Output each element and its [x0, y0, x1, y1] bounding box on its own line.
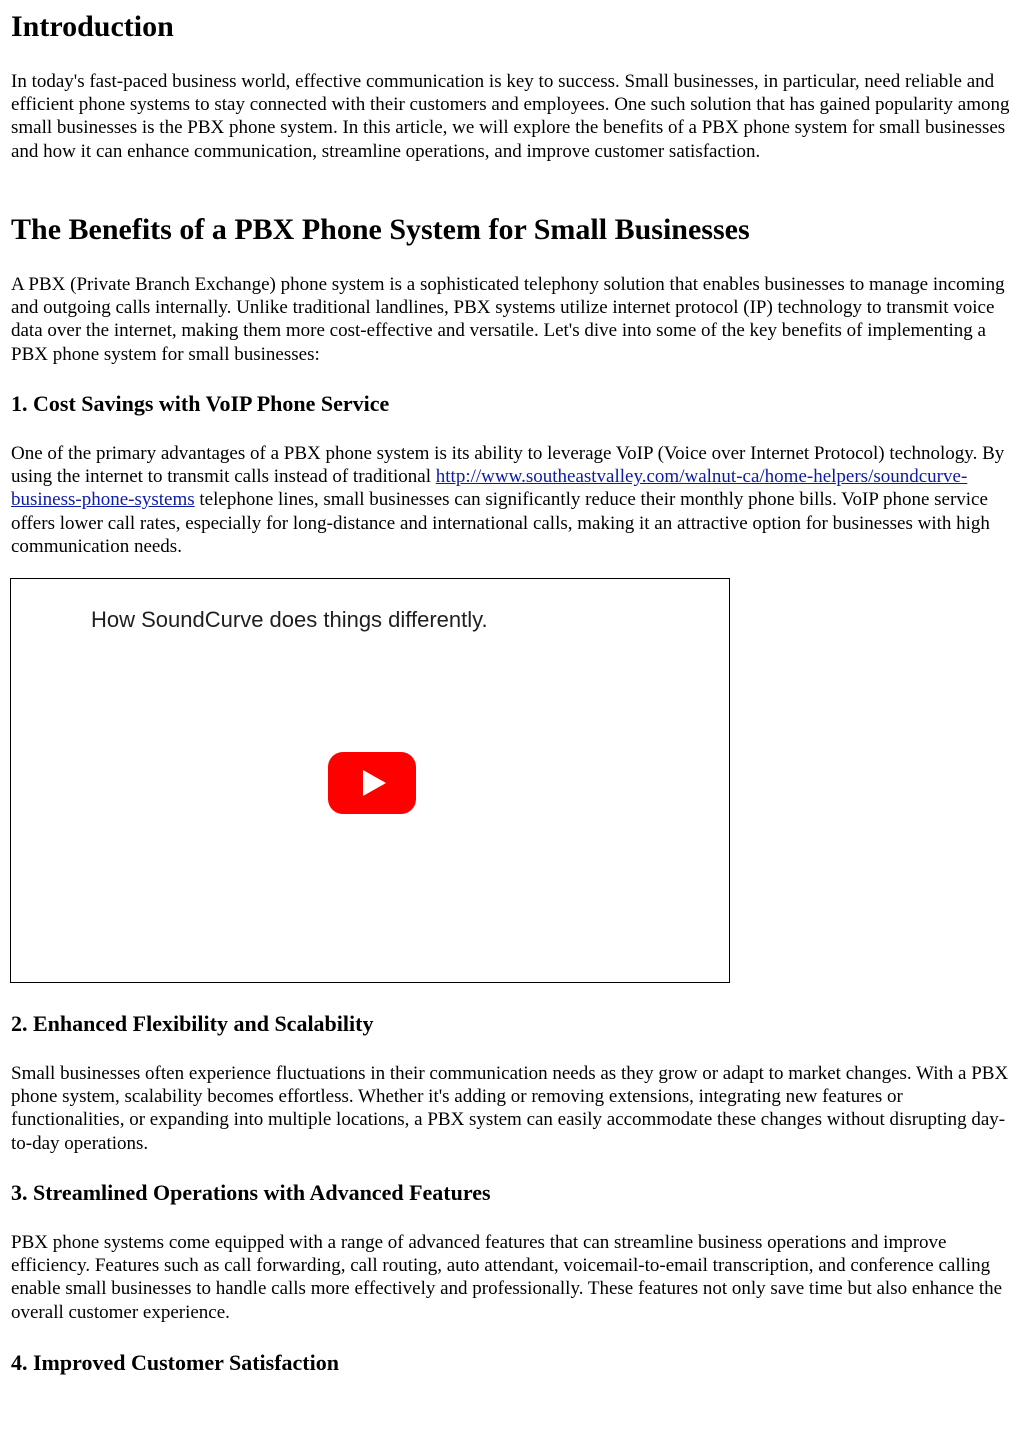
intro-heading: Introduction [11, 10, 174, 43]
section2-heading: 2. Enhanced Flexibility and Scalability [11, 1011, 374, 1036]
youtube-play-icon[interactable] [328, 752, 416, 814]
section1-paragraph [11, 442, 1014, 558]
section4-heading: 4. Improved Customer Satisfaction [11, 1350, 339, 1375]
section1-text-after: telephone lines, small businesses can significantly reduce their monthly phone bills. VoIP phone service offers lower call rates, especially for long-distance and international calls, making it an attractive option for businesses with high communication needs. [11, 489, 990, 557]
soundcurve-link[interactable]: http://www.southeastvalley.com/walnut-ca/home-helpers/soundcurve-business-phone-systems [11, 466, 968, 511]
section2-paragraph: Small businesses often experience fluctuations in their communication needs as they grow or adapt to market changes. With a PBX phone system, scalability becomes effortless. Whether it's adding or removing extensions, integrating new features or functionalities, or expanding into multiple locations, a PBX system can easily accommodate these changes without disrupting day-to-day operations. [11, 1063, 1009, 1154]
intro-paragraph: In today's fast-paced business world, effective communication is key to success. Small businesses, in particular, need reliable and efficient phone systems to stay connected with their customers and employees. One such solution that has gained popularity among small businesses is the PBX phone system. In this article, we will explore the benefits of a PBX phone system for small businesses and how it can enhance communication, streamline operations, and improve customer satisfaction. [11, 71, 1010, 162]
video-title: How SoundCurve does things differently. [91, 607, 488, 632]
benefits-paragraph: A PBX (Private Branch Exchange) phone system is a sophisticated telephony solution that enables businesses to manage incoming and outgoing calls internally. Unlike traditional landlines, PBX systems utilize internet protocol (IP) technology to transmit voice data over the internet, making them more cost-effective and versatile. Let's dive into some of the key benefits of implementing a PBX phone system for small businesses: [11, 274, 1005, 365]
video-embed[interactable] [10, 578, 730, 983]
section3-heading: 3. Streamlined Operations with Advanced Features [11, 1180, 491, 1205]
play-button-graphic [328, 752, 416, 814]
section1-heading: 1. Cost Savings with VoIP Phone Service [11, 391, 390, 416]
benefits-heading: The Benefits of a PBX Phone System for Small Businesses [11, 213, 750, 246]
section1-text-before: One of the primary advantages of a PBX phone system is its ability to leverage VoIP (Voice over Internet Protocol) technology. By using the internet to transmit calls instead of traditional [11, 443, 1005, 488]
section3-paragraph: PBX phone systems come equipped with a range of advanced features that can streamline business operations and improve efficiency. Features such as call forwarding, call routing, auto attendant, voicemail-to-email transcription, and conference calling enable small businesses to handle calls more effectively and professionally. These features not only save time but also enhance the overall customer experience. [11, 1232, 1003, 1323]
